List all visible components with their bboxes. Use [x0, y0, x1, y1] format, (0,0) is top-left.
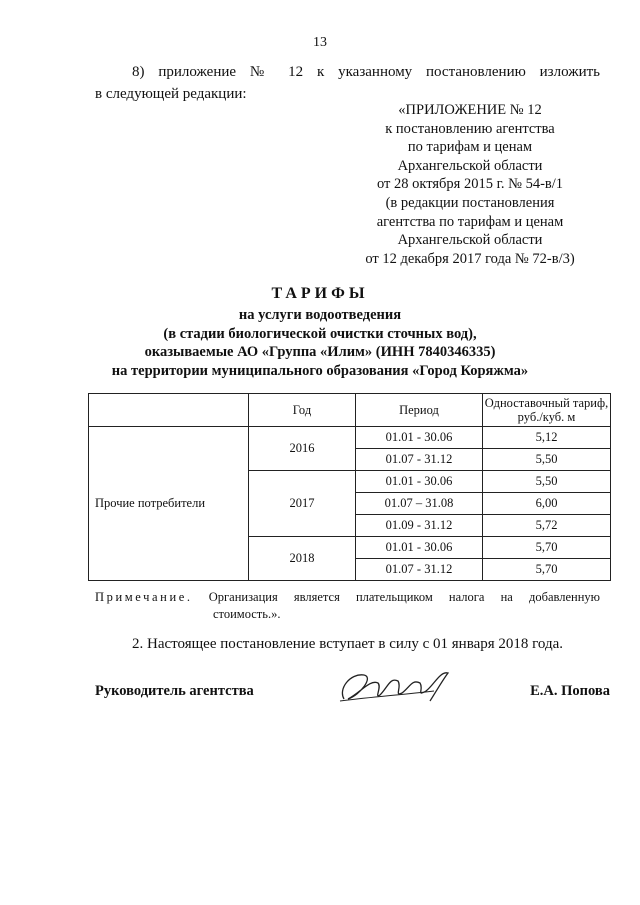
tariff-cell: 5,72	[483, 515, 611, 537]
appendix-line: (в редакции постановления	[385, 194, 555, 211]
tariff-cell: 5,50	[483, 471, 611, 493]
tariff-cell: 6,00	[483, 493, 611, 515]
appendix-line: Архангельской области	[397, 232, 543, 249]
tariff-table	[88, 393, 611, 581]
header-tariff: Одноставочный тариф, руб./куб. м	[483, 394, 611, 427]
table-row	[89, 427, 611, 449]
title-line: на услуги водоотведения	[238, 307, 402, 323]
signatory-title: Руководитель агентства	[95, 683, 254, 699]
appendix-line: «ПРИЛОЖЕНИЕ № 12	[398, 102, 542, 118]
period-cell: 01.07 – 31.08	[356, 493, 483, 515]
title-main: ТАРИФЫ	[271, 285, 369, 302]
period-cell: 01.07 - 31.12	[356, 559, 483, 581]
consumer-cell: Прочие потребители	[89, 427, 249, 581]
document-title	[0, 285, 640, 380]
appendix-line: от 12 декабря 2017 года № 72-в/3)	[365, 250, 575, 267]
tariff-cell: 5,12	[483, 427, 611, 449]
header-period: Период	[356, 394, 483, 427]
tariff-cell: 5,70	[483, 537, 611, 559]
period-cell: 01.01 - 30.06	[356, 471, 483, 493]
appendix-header	[330, 101, 610, 268]
paragraph-8	[95, 61, 600, 105]
appendix-line: агентства по тарифам и ценам	[376, 213, 564, 230]
tariff-cell: 5,70	[483, 559, 611, 581]
appendix-line: по тарифам и ценам	[407, 139, 533, 156]
note-line-2: стоимость.».	[213, 607, 281, 621]
tariff-cell: 5,50	[483, 449, 611, 471]
paragraph-8-line-2: в следующей редакции:	[95, 86, 247, 102]
title-line: оказываемые АО «Группа «Илим» (ИНН 7840346335)	[144, 344, 496, 360]
title-line: на территории муниципального образования «Город Коряжма»	[111, 362, 529, 379]
year-cell: 2018	[249, 537, 356, 581]
handwritten-signature	[330, 665, 460, 710]
header-consumer	[89, 394, 249, 427]
appendix-line: к постановлению агентства	[385, 120, 555, 137]
note	[95, 589, 600, 623]
note-label: Примечание.	[95, 590, 193, 604]
period-cell: 01.09 - 31.12	[356, 515, 483, 537]
appendix-line: Архангельской области	[397, 157, 543, 174]
header-year: Год	[249, 394, 356, 427]
title-line: (в стадии биологической очистки сточных вод),	[163, 325, 477, 342]
signatory-name: Е.А. Попова	[530, 683, 610, 699]
table-header-row	[89, 394, 611, 427]
page-number: 13	[313, 35, 327, 50]
note-text-1: Организация является плательщиком налога на добавленную	[208, 590, 601, 604]
period-cell: 01.07 - 31.12	[356, 449, 483, 471]
period-cell: 01.01 - 30.06	[356, 427, 483, 449]
paragraph-8-line-1: 8) приложение № 12 к указанному постановлению изложить	[132, 64, 600, 80]
period-cell: 01.01 - 30.06	[356, 537, 483, 559]
paragraph-2: 2. Настоящее постановление вступает в силу с 01 января 2018 года.	[132, 636, 564, 652]
year-cell: 2017	[249, 471, 356, 537]
year-cell: 2016	[249, 427, 356, 471]
note-line-1	[95, 589, 600, 606]
appendix-line: от 28 октября 2015 г. № 54-в/1	[376, 176, 564, 193]
